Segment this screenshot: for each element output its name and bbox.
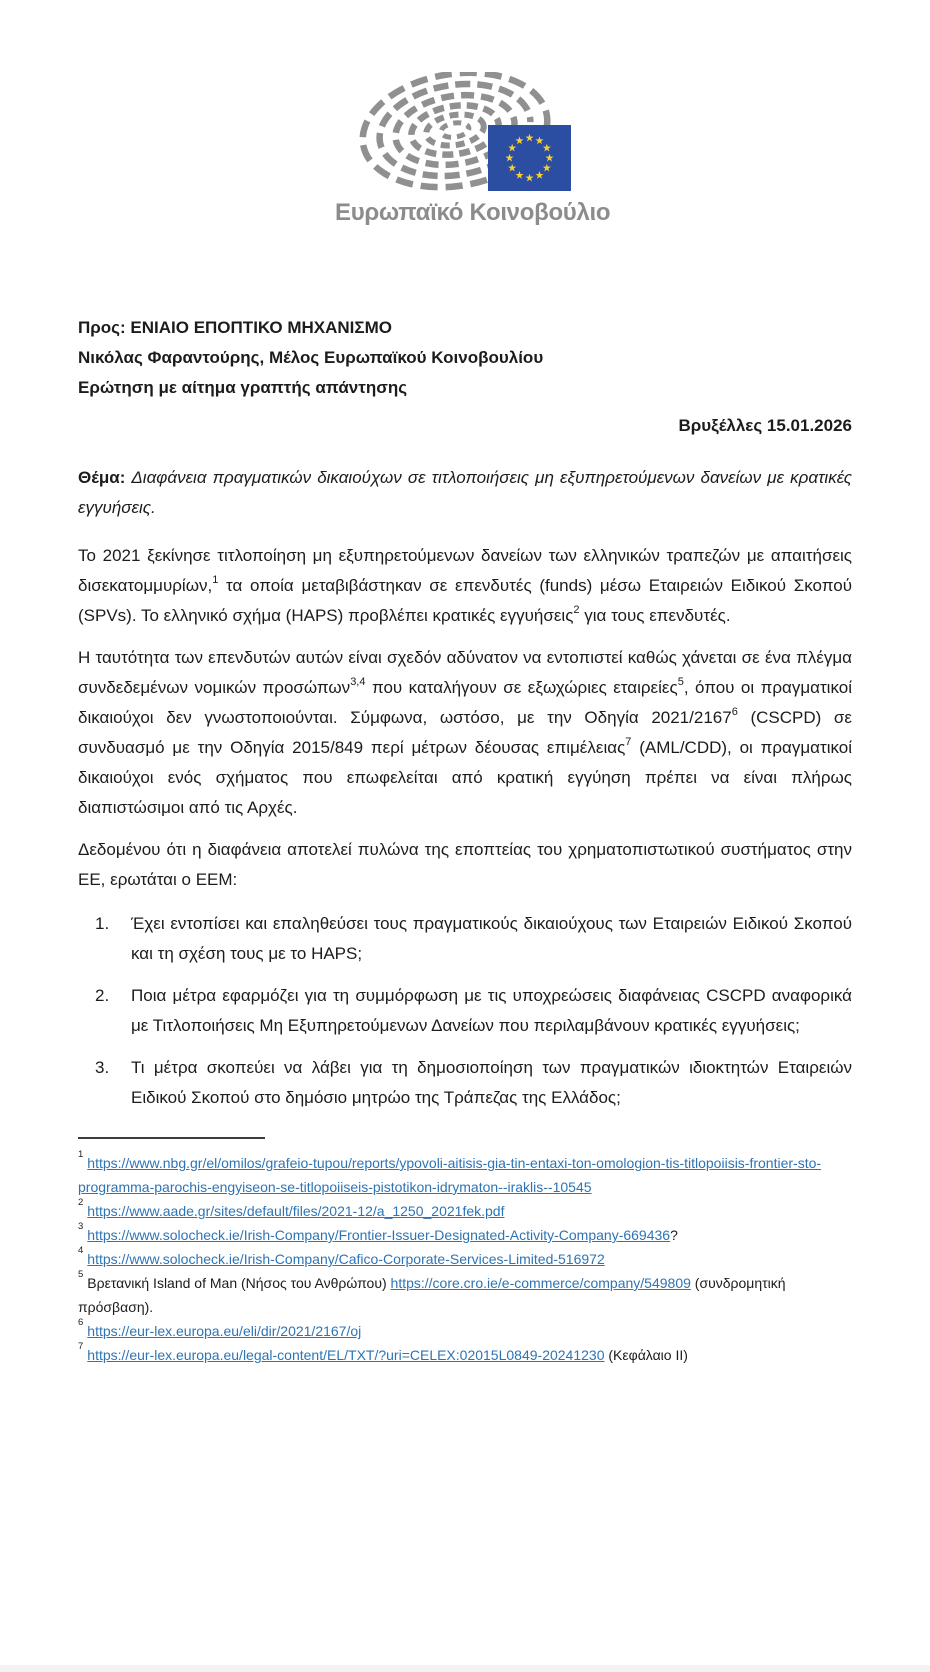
paragraph-1: Το 2021 ξεκίνησε τιτλοποίηση μη εξυπηρετούμενων δανείων των ελληνικών τραπεζών με απαιτήσεις δισεκατομμυρίων,$^1$ τα οποία μεταβιβάστηκαν σε επενδυτές (funds) μέσω Εταιρειών Ειδικού Σκοπού (SPVs). Το ελληνικό σχήμα (HAPS) προβλέπει κρατικές εγγυήσεις$^2$ για τους επενδυτές. xyxy=(78,546,852,625)
question-number: 3. xyxy=(95,1058,110,1077)
footnote xyxy=(78,1343,852,1367)
footnote-reference: 1 xyxy=(212,574,219,587)
body-text xyxy=(78,541,852,895)
footnote xyxy=(78,1151,852,1199)
footnote-number: 2 xyxy=(78,1197,84,1209)
footnote-number: 7 xyxy=(78,1341,84,1353)
addressee-block xyxy=(78,313,852,441)
question-number: 1. xyxy=(95,914,110,933)
recipient-line: Προς: ΕΝΙΑΙΟ ΕΠΟΠΤΙΚΟ ΜΗΧΑΝΙΣΜΟ xyxy=(78,318,392,337)
european-parliament-logo xyxy=(335,72,611,227)
question-number: 2. xyxy=(95,986,110,1005)
hyperlink[interactable]: https://www.solocheck.ie/Irish-Company/Cafico-Corporate-Services-Limited-516972 xyxy=(87,1251,605,1267)
footnote-content xyxy=(87,1203,504,1219)
author-line: Νικόλας Φαραντούρης, Μέλος Ευρωπαϊκού Κοινοβουλίου xyxy=(78,348,544,367)
question-type-line: Ερώτηση με αίτημα γραπτής απάντησης xyxy=(78,378,408,397)
footnote-content xyxy=(87,1323,361,1339)
eu-flag-icon xyxy=(488,125,571,191)
footnote-reference: 3,4 xyxy=(350,676,366,689)
subject-text: Διαφάνεια πραγματικών δικαιούχων σε τιτλοποιήσεις μη εξυπηρετούμενων δανείων με κρατικές εγγυήσεις. xyxy=(78,468,852,517)
hemicycle-icon xyxy=(359,72,571,194)
hyperlink[interactable]: https://www.solocheck.ie/Irish-Company/Frontier-Issuer-Designated-Activity-Company-669436 xyxy=(87,1227,671,1243)
footnote-reference: 6 xyxy=(731,706,738,719)
page-bottom-edge xyxy=(0,1665,930,1672)
letter-page xyxy=(0,72,930,1367)
question-item xyxy=(78,909,852,969)
footnote-reference: 5 xyxy=(677,676,684,689)
question-text: Ποια μέτρα εφαρμόζει για τη συμμόρφωση με τις υποχρεώσεις διαφάνειας CSCPD αναφορικά με Τιτλοποιήσεις Μη Εξυπηρετούμενων Δανείων που περιλαμβάνουν κρατικές εγγυήσεις; xyxy=(131,986,852,1035)
questions-list xyxy=(78,909,852,1113)
document-page xyxy=(0,72,930,1672)
subject-label: Θέμα: xyxy=(78,468,126,487)
footnotes-section xyxy=(78,1137,852,1367)
footnote-number: 1 xyxy=(78,1149,84,1161)
question-item xyxy=(78,1053,852,1113)
hyperlink[interactable]: https://www.nbg.gr/el/omilos/grafeio-tupou/reports/ypovoli-aitisis-gia-tin-entaxi-ton-omologion-tis-titlopoiisis-frontier-sto-programma-parochis-engyiseon-se-titlopoiiseis-pistotikon-idrymaton--iraklis--10545 xyxy=(78,1155,822,1195)
paragraph-2: Η ταυτότητα των επενδυτών αυτών είναι σχεδόν αδύνατον να εντοπιστεί καθώς χάνεται σε ένα πλέγμα συνδεδεμένων νομικών προσώπων$^{3,4}$ που καταλήγουν σε εξωχώριες εταιρείες$^5$, όπου οι πραγματικοί δικαιούχοι δεν γνωστοποιούνται. Σύμφωνα, ωστόσο, με την Οδηγία 2021/2167$^6$ (CSCPD) σε συνδυασμό με την Οδηγία 2015/849 περί μέτρων δέουσας επιμέλειας$^7$ (AML/CDD), οι πραγματικοί δικαιούχοι ενός σχήματος που επωφελείται από κρατική εγγύηση πρέπει να είναι πλήρως διαπιστώσιμοι από τις Αρχές. xyxy=(78,648,852,817)
hyperlink[interactable]: https://eur-lex.europa.eu/legal-content/EL/TXT/?uri=CELEX:02015L0849-20241230 xyxy=(87,1347,605,1363)
dateline: Βρυξέλλες 15.01.2026 xyxy=(678,416,852,435)
hyperlink[interactable]: https://core.cro.ie/e-commerce/company/549809 xyxy=(390,1275,691,1291)
footnote xyxy=(78,1271,852,1319)
question-text: Τι μέτρα σκοπεύει να λάβει για τη δημοσιοποίηση των πραγματικών ιδιοκτητών Εταιρειών Ειδικού Σκοπού στο δημόσιο μητρώο της Τράπεζας της Ελλάδος; xyxy=(131,1058,852,1107)
hyperlink[interactable]: https://www.aade.gr/sites/default/files/2021-12/a_1250_2021fek.pdf xyxy=(87,1203,505,1219)
footnote xyxy=(78,1199,852,1223)
footnote-content: https://eur-lex.europa.eu/legal-content/EL/TXT/?uri=CELEX:02015L0849-20241230 (Κεφάλαιο ΙΙ) xyxy=(87,1347,688,1363)
footnote-reference: 7 xyxy=(625,736,632,749)
footnote-content: Βρετανική Island of Man (Νήσος του Ανθρώπου) https://core.cro.ie/e-commerce/company/549809 (συνδρομητική πρόσβαση). xyxy=(78,1275,786,1315)
footnote-number: 3 xyxy=(78,1221,84,1233)
footnote-separator xyxy=(78,1137,265,1139)
hyperlink[interactable]: https://eur-lex.europa.eu/eli/dir/2021/2167/oj xyxy=(87,1323,362,1339)
paragraph-3: Δεδομένου ότι η διαφάνεια αποτελεί πυλώνα της εποπτείας του χρηματοπιστωτικού συστήματος στην ΕΕ, ερωτάται ο ΕΕΜ: xyxy=(78,840,852,889)
footnote xyxy=(78,1319,852,1343)
footnote-reference: 2 xyxy=(573,604,580,617)
subject-line xyxy=(78,463,852,523)
logo-caption: Ευρωπαϊκό Κοινοβούλιο xyxy=(335,199,611,226)
footnote xyxy=(78,1223,852,1247)
footnote xyxy=(78,1247,852,1271)
footnote-number: 6 xyxy=(78,1317,84,1329)
question-text: Έχει εντοπίσει και επαληθεύσει τους πραγματικούς δικαιούχους των Εταιρειών Ειδικού Σκοπού και τη σχέση τους με το HAPS; xyxy=(131,914,852,963)
footnote-content xyxy=(87,1251,604,1267)
footnote-content: https://www.solocheck.ie/Irish-Company/Frontier-Issuer-Designated-Activity-Company-669436? xyxy=(87,1227,678,1243)
footnote-number: 4 xyxy=(78,1245,84,1257)
footnote-content xyxy=(78,1155,821,1195)
footnote-number: 5 xyxy=(78,1269,84,1281)
question-item xyxy=(78,981,852,1041)
